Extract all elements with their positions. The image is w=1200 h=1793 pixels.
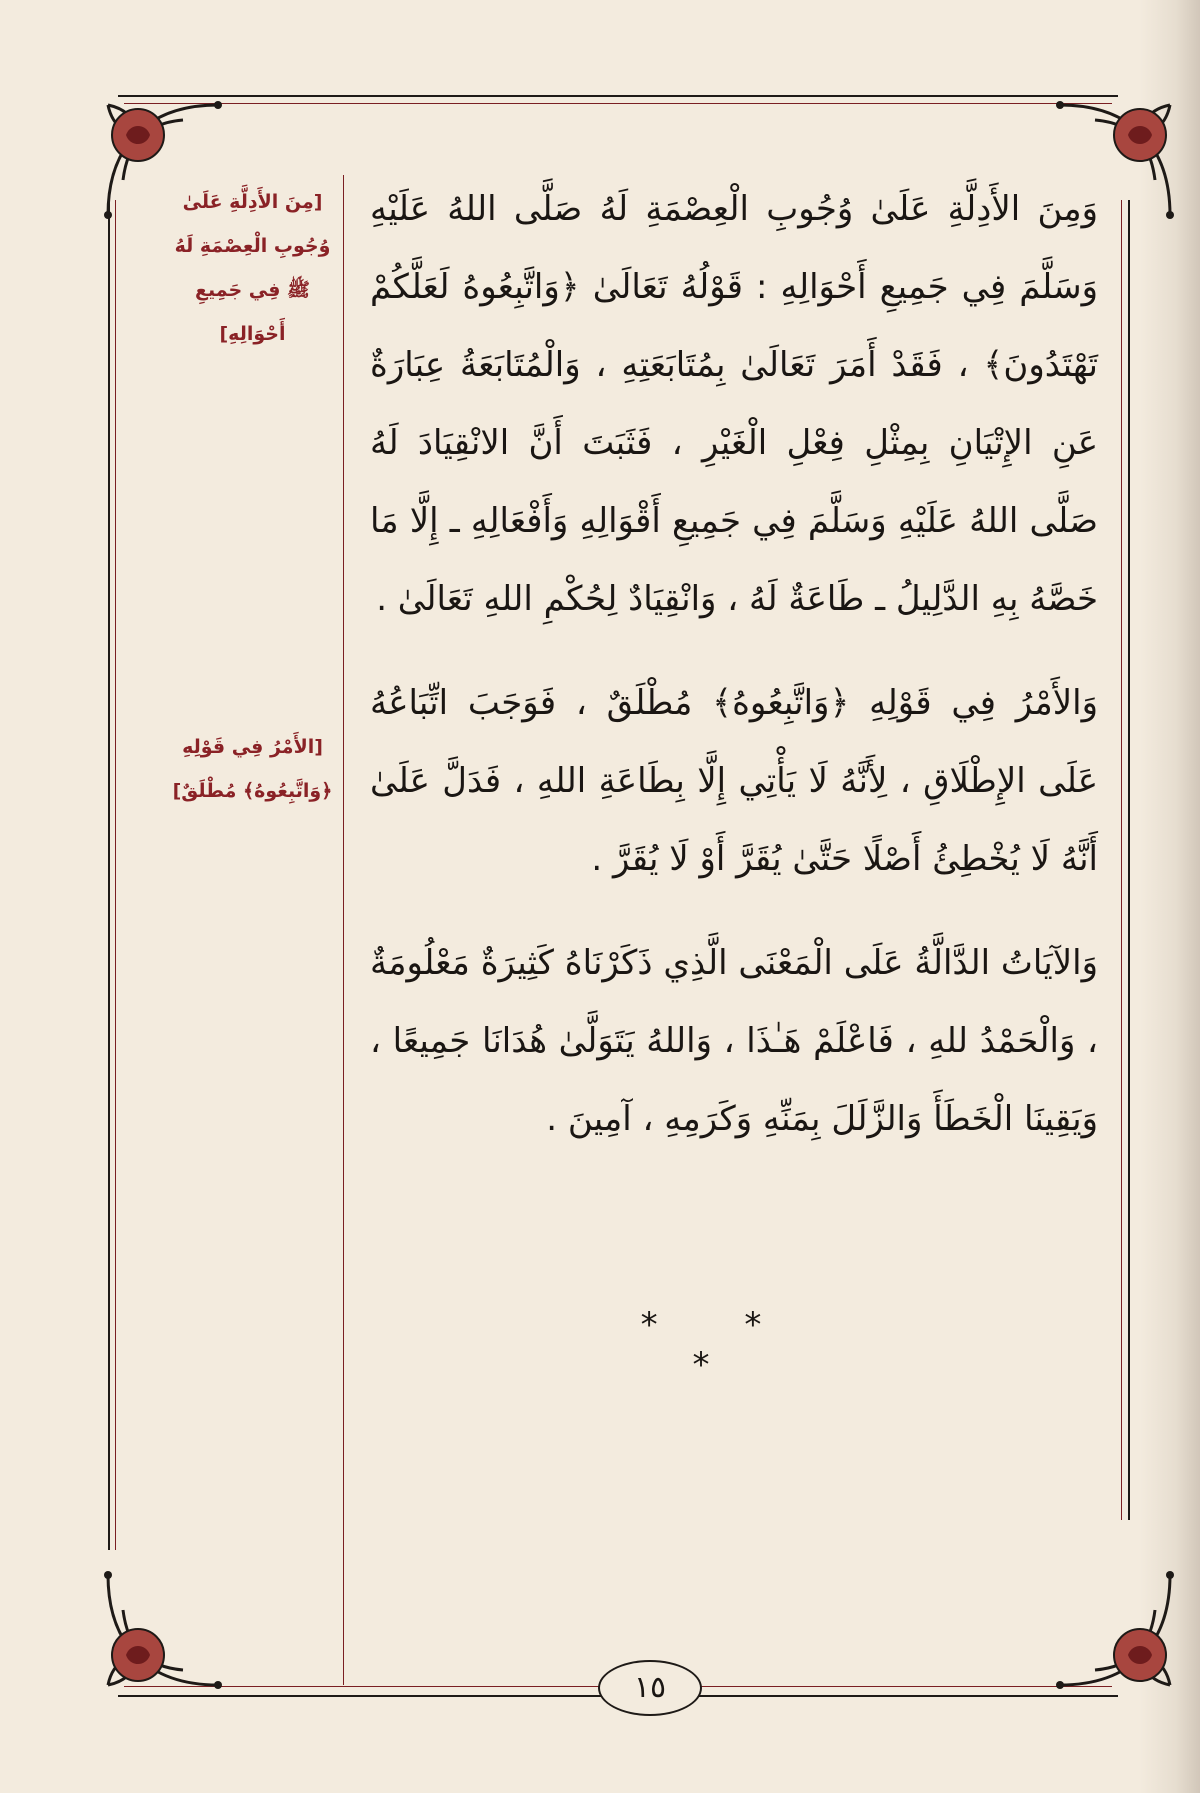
paragraph: وَالآيَاتُ الدَّالَّةُ عَلَى الْمَعْنَى الَّذِي ذَكَرْنَاهُ كَثِيرَةٌ مَعْلُومَةٌ ، وَالْحَمْدُ للهِ ، فَاعْلَمْ هَـٰذَا ، وَاللهُ يَتَوَلَّىٰ هُدَانَا جَمِيعًا ، وَيَقِينَا الْخَطَأَ وَالزَّلَلَ بِمَنِّهِ وَكَرَمِهِ ، آمِينَ . — [370, 943, 1098, 1139]
frame-right-line — [1128, 200, 1130, 1520]
body-text — [370, 170, 1098, 1184]
corner-ornament-icon — [88, 1555, 238, 1705]
margin-note: [الأَمْرُ فِي قَوْلِهِ ﴿وَاتَّبِعُوهُ﴾ مُطْلَقٌ] — [172, 736, 333, 802]
margin-note: [مِنَ الأَدِلَّةِ عَلَىٰ وُجُوبِ الْعِصْمَةِ لَهُ ﷺ فِي جَمِيعِ أَحْوَالِهِ] — [174, 191, 331, 345]
paragraph: وَالأَمْرُ فِي قَوْلِهِ ﴿وَاتَّبِعُوهُ﴾ مُطْلَقٌ ، فَوَجَبَ اتِّبَاعُهُ عَلَى الإِطْلَاقِ ، لِأَنَّهُ لَا يَأْتِي إِلَّا بِطَاعَةِ اللهِ ، فَدَلَّ عَلَىٰ أَنَّهُ لَا يُخْطِئُ أَصْلًا حَتَّىٰ يُقَرَّ أَوْ لَا يُقَرَّ . — [370, 683, 1098, 879]
frame-left-line — [108, 200, 110, 1550]
section-separator: * * * — [640, 1305, 800, 1385]
margin-divider — [343, 175, 344, 1685]
paragraph: وَمِنَ الأَدِلَّةِ عَلَىٰ وُجُوبِ الْعِصْمَةِ لَهُ صَلَّى اللهُ عَلَيْهِ وَسَلَّمَ فِي جَمِيعِ أَحْوَالِهِ : قَوْلُهُ تَعَالَىٰ ﴿وَاتَّبِعُوهُ لَعَلَّكُمْ تَهْتَدُونَ﴾ ، فَقَدْ أَمَرَ تَعَالَىٰ بِمُتَابَعَتِهِ ، وَالْمُتَابَعَةُ عِبَارَةٌ عَنِ الإِتْيَانِ بِمِثْلِ فِعْلِ الْغَيْرِ ، فَثَبَتَ أَنَّ الانْقِيَادَ لَهُ صَلَّى اللهُ عَلَيْهِ وَسَلَّمَ فِي جَمِيعِ أَقْوَالِهِ وَأَفْعَالِهِ ـ إِلَّا مَا خَصَّهُ بِهِ الدَّلِيلُ ـ طَاعَةٌ لَهُ ، وَانْقِيَادٌ لِحُكْمِ اللهِ تَعَالَىٰ . — [370, 189, 1098, 619]
page-number: ١٥ — [598, 1660, 702, 1716]
frame-left-inner-line — [115, 200, 116, 1550]
frame-right-inner-line — [1121, 200, 1122, 1520]
page-edge-shadow — [1140, 0, 1200, 1793]
corner-ornament-icon — [1040, 1555, 1190, 1705]
